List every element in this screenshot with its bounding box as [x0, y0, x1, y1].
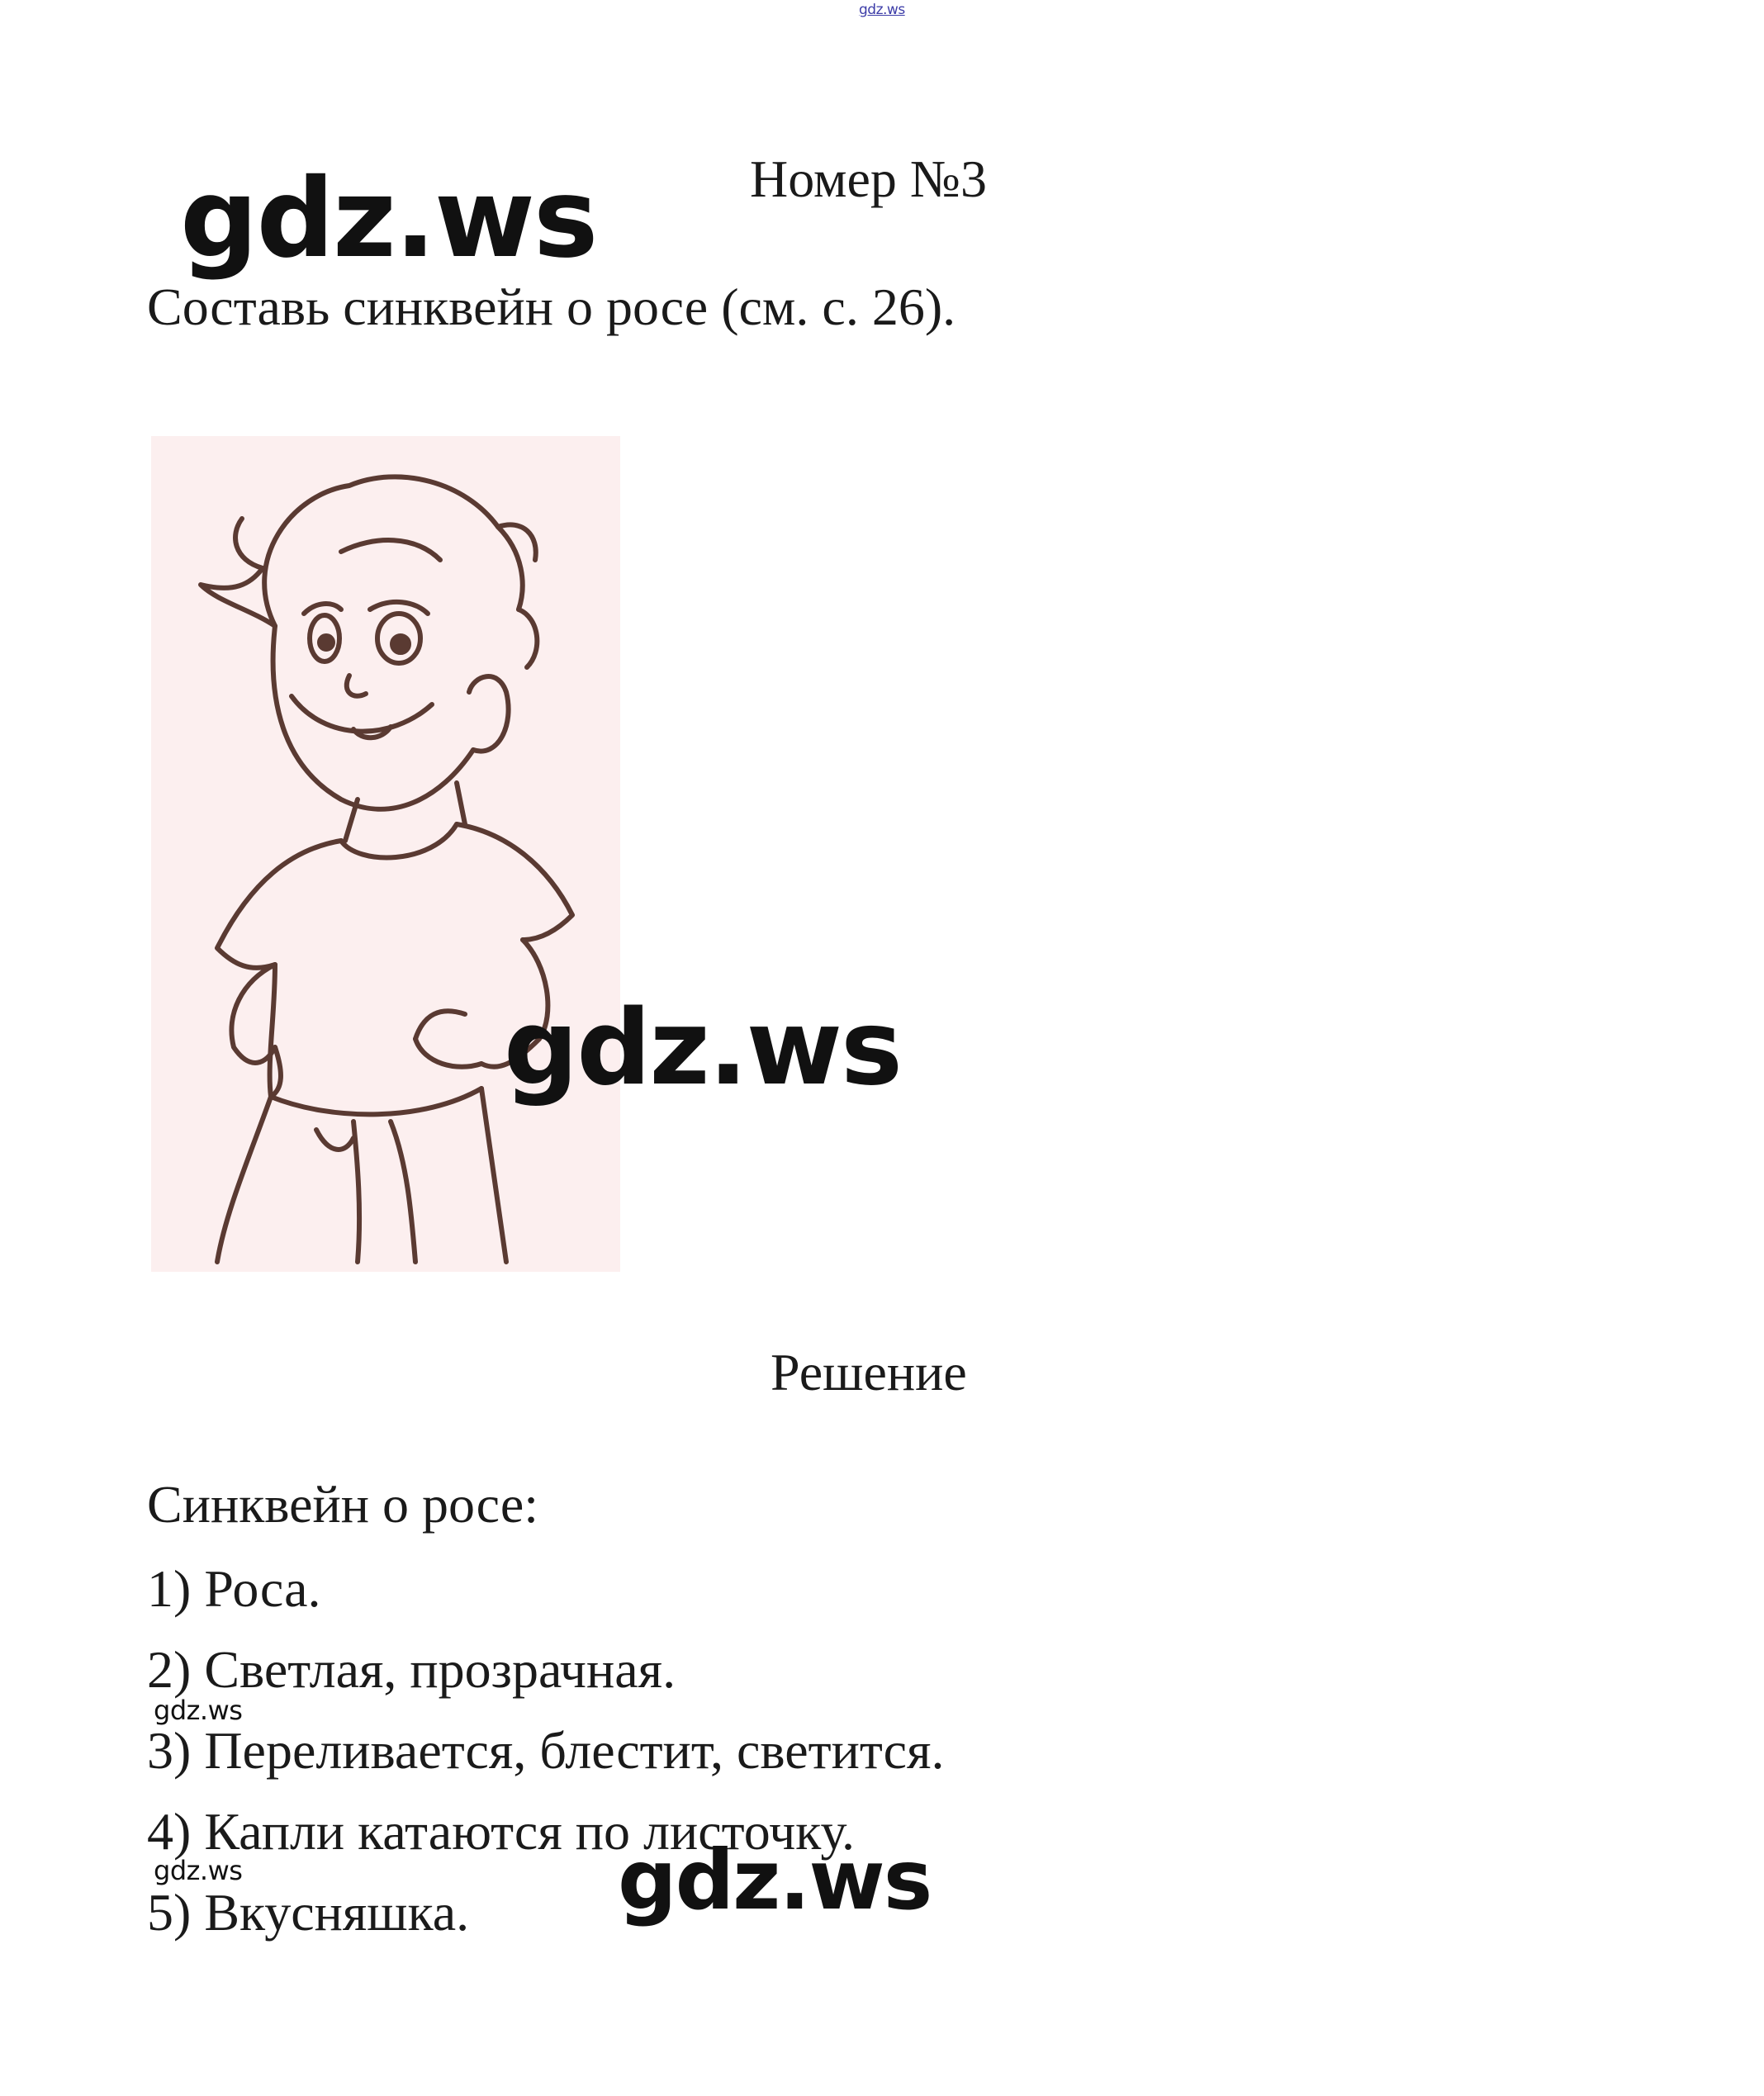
cinquain-line: 3) Переливается, блестит, светится.	[147, 1721, 945, 1780]
watermark-small: gdz.ws	[154, 1695, 243, 1726]
exercise-task: Составь синквейн о росе (см. с. 26).	[147, 277, 956, 336]
watermark: gdz.ws	[618, 1832, 932, 1928]
cinquain-line: 4) Капли катаются по листочку.	[147, 1802, 856, 1861]
boy-illustration	[151, 436, 620, 1272]
cinquain-line: 5) Вкусняшка.	[147, 1883, 470, 1942]
solution-heading: Решение	[771, 1343, 967, 1401]
site-mark[interactable]: gdz.ws	[859, 2, 905, 18]
watermark: gdz.ws	[504, 987, 901, 1108]
exercise-title: Номер №3	[750, 149, 987, 208]
cinquain-line: 1) Роса.	[147, 1559, 321, 1618]
answer-intro: Синквейн о росе:	[147, 1475, 538, 1534]
cinquain-line: 2) Светлая, прозрачная.	[147, 1640, 676, 1699]
watermark: gdz.ws	[180, 155, 597, 282]
watermark-small: gdz.ws	[154, 1855, 243, 1886]
